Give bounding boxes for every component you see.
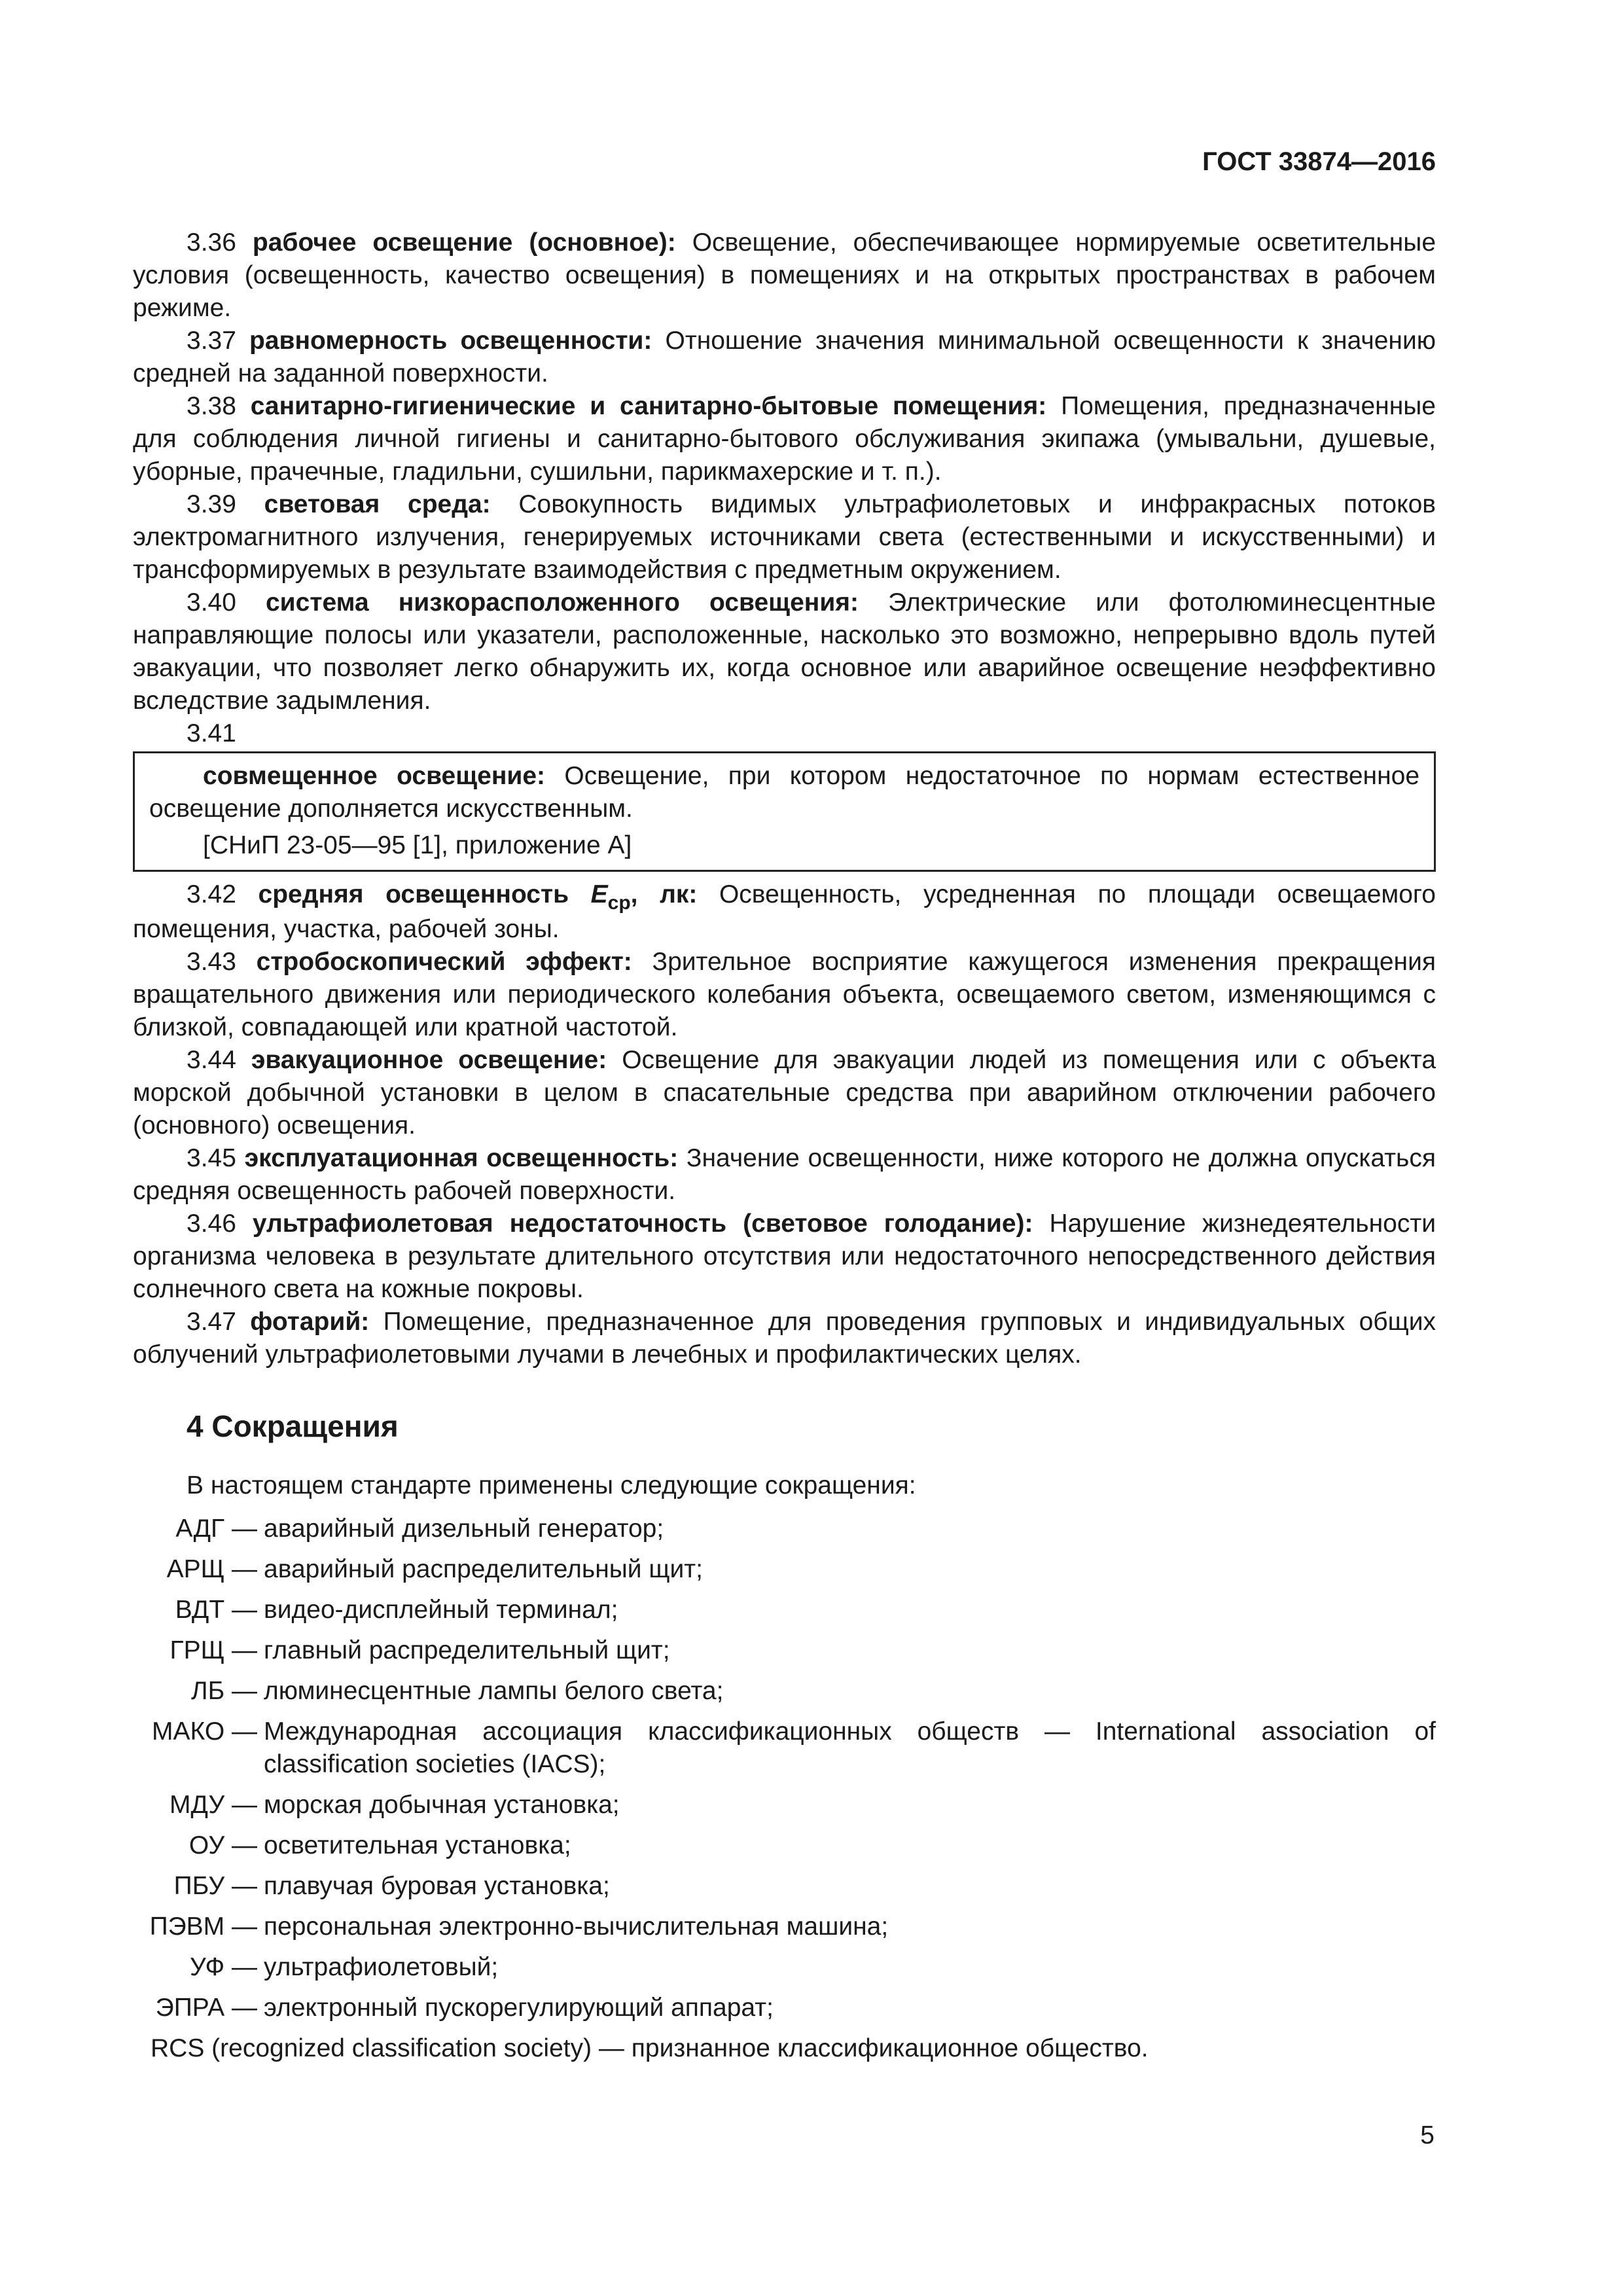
definition-term: санитарно-гигиенические и санитарно-бытовые помещения: — [250, 392, 1047, 420]
definition-text: Отношение значения минимальной освещенности к значению средней на заданной поверхности. — [133, 327, 1436, 387]
definition-term: стробоскопический эффект: — [256, 948, 632, 976]
definition-text: Совокупность видимых ультрафиолетовых и инфракрасных потоков электромагнитного излучения, генерируемых источниками света (естественными и искусственными) и трансформируемых в результате взаимодействия с предметным окружением. — [133, 490, 1436, 584]
abbreviation-item — [133, 1513, 1436, 1545]
abbreviations-list — [133, 1513, 1436, 2065]
definition-number: 3.45 — [187, 1144, 236, 1172]
definition-3-39 — [133, 488, 1436, 586]
definition-term: равномерность освещенности: — [249, 327, 652, 355]
definition-3-41-number: 3.41 — [187, 719, 236, 747]
abbreviation-value: осветительная установка; — [264, 1831, 571, 1859]
definition-3-47 — [133, 1306, 1436, 1371]
abbreviation-item — [133, 1910, 1436, 1943]
abbreviation-key: ВДТ — — [175, 1596, 257, 1624]
definition-term: система низкорасположенного освещения: — [265, 588, 859, 617]
definition-term: фотарий: — [250, 1308, 370, 1336]
definition-term: рабочее освещение (основное): — [252, 228, 676, 257]
definition-3-42 — [133, 878, 1436, 946]
abbreviation-value: Международная ассоциация классификационных обществ — International association of classification societies (IACS); — [264, 1717, 1436, 1778]
abbreviation-item — [133, 1789, 1436, 1821]
quoted-definition-box — [133, 751, 1436, 872]
definition-term: эвакуационное освещение: — [251, 1046, 607, 1074]
abbreviation-key: МАКО — — [152, 1717, 257, 1746]
definition-term: эксплуатационная освещенность: — [244, 1144, 679, 1172]
definition-3-41 — [149, 760, 1419, 825]
definitions-group-b — [133, 946, 1436, 1371]
symbol-subscript: ср — [607, 892, 631, 914]
abbreviation-value: видео-дисплейный терминал; — [264, 1596, 618, 1624]
abbreviation-value: аварийный распределительный щит; — [264, 1555, 703, 1583]
definition-text: Освещение, при котором недостаточное по нормам естественное освещение дополняется искусственным. — [149, 762, 1420, 823]
definition-term — [258, 880, 698, 914]
abbreviation-key: ГРЩ — — [169, 1636, 257, 1664]
definition-text: Электрические или фотолюминесцентные направляющие полосы или указатели, расположенные, насколько это возможно, непрерывно вдоль путей эвакуации, что позволяет легко обнаружить их, когда основное или аварийное освещение неэффективно вследствие задымления. — [133, 588, 1436, 715]
definitions-group-a — [133, 226, 1436, 717]
abbreviation-key: АДГ — — [175, 1515, 257, 1543]
abbreviation-item — [133, 1829, 1436, 1862]
definition-term: световая среда: — [264, 490, 491, 518]
abbreviation-value: персональная электронно-вычислительная машина; — [264, 1912, 889, 1941]
definition-number: 3.40 — [187, 588, 236, 617]
definition-3-38 — [133, 390, 1436, 488]
abbreviation-key: УФ — — [190, 1953, 257, 1981]
abbreviation-value: морская добычная установка; — [264, 1791, 620, 1819]
abbreviation-value: главный распределительный щит; — [264, 1636, 670, 1664]
abbreviation-item — [133, 1951, 1436, 1984]
definition-number: 3.42 — [187, 880, 236, 908]
definition-text: Зрительное восприятие кажущегося изменения прекращения вращательного движения или периодического колебания объекта, освещаемого светом, изменяющимся с близкой, совпадающей или кратной частотой. — [133, 948, 1436, 1041]
abbreviation-value: плавучая буровая установка; — [264, 1872, 610, 1900]
definition-text: Нарушение жизнедеятельности организма человека в результате длительного отсутствия или недостаточного непосредственного действия солнечного света на кожные покровы. — [133, 1210, 1436, 1303]
definition-term: совмещенное освещение: — [203, 762, 546, 790]
definition-text: Освещение для эвакуации людей из помещения или с объекта морской добычной установки в целом в спасательные средства при аварийном отключении рабочего (основного) освещения. — [133, 1046, 1436, 1139]
definition-3-37 — [133, 325, 1436, 390]
section-heading-abbreviations: 4 Сокращения — [187, 1409, 399, 1443]
abbreviation-item — [133, 1594, 1436, 1626]
definition-number: 3.46 — [187, 1210, 236, 1238]
abbreviation-key: ОУ — — [188, 1831, 257, 1859]
abbreviation-value: аварийный дизельный генератор; — [264, 1515, 664, 1543]
abbreviation-item — [133, 1553, 1436, 1586]
page-number: 5 — [1420, 2121, 1435, 2149]
definition-number: 3.39 — [187, 490, 236, 518]
abbreviation-item — [133, 1715, 1436, 1781]
abbreviation-item — [133, 1675, 1436, 1708]
abbreviation-value: ультрафиолетовый; — [264, 1953, 499, 1981]
definition-3-45 — [133, 1142, 1436, 1208]
definition-number: 3.37 — [187, 327, 236, 355]
definition-3-44 — [133, 1044, 1436, 1142]
definition-number: 3.47 — [187, 1308, 236, 1336]
abbreviation-key: ПЭВМ — — [149, 1912, 257, 1941]
abbreviation-key: ЭПРА — — [155, 1994, 257, 2022]
page-content — [133, 226, 1436, 2065]
definition-text: Освещенность, усредненная по площади освещаемого помещения, участка, рабочей зоны. — [133, 880, 1436, 943]
definition-source-reference: [СНиП 23-05—95 [1], приложение А] — [203, 831, 632, 859]
definition-3-40 — [133, 586, 1436, 717]
abbreviation-value: люминесцентные лампы белого света; — [264, 1677, 724, 1705]
term-part: , лк: — [630, 880, 698, 908]
definition-number: 3.43 — [187, 948, 236, 976]
abbreviation-key: МДУ — — [169, 1791, 257, 1819]
document-code-header: ГОСТ 33874—2016 — [1202, 147, 1436, 176]
definition-term: ультрафиолетовая недостаточность (световое голодание): — [252, 1210, 1033, 1238]
definition-3-46 — [133, 1208, 1436, 1306]
definition-text: Освещение, обеспечивающее нормируемые осветительные условия (освещенность, качество освещения) в помещениях и на открытых пространствах в рабочем режиме. — [133, 228, 1436, 322]
abbreviation-item — [133, 1992, 1436, 2024]
definition-text: Значение освещенности, ниже которого не должна опускаться средняя освещенность рабочей поверхности. — [133, 1144, 1436, 1205]
definition-number: 3.36 — [187, 228, 236, 257]
definition-text: Помещение, предназначенное для проведения групповых и индивидуальных общих облучений ультрафиолетовыми лучами в лечебных и профилактических целях. — [133, 1308, 1436, 1369]
abbreviation-key: ЛБ — — [190, 1677, 257, 1705]
abbreviation-item — [133, 1634, 1436, 1667]
definition-3-36 — [133, 226, 1436, 325]
abbreviations-intro: В настоящем стандарте применены следующие сокращения: — [187, 1471, 916, 1499]
definition-number: 3.38 — [187, 392, 236, 420]
definition-text: Помещения, предназначенные для соблюдения личной гигиены и санитарно-бытового обслуживания экипажа (умывальни, душевые, уборные, прачечные, гладильни, сушильни, парикмахерские и т. п.). — [133, 392, 1436, 486]
definition-number: 3.44 — [187, 1046, 236, 1074]
abbreviation-item-rcs: RCS (recognized classification society) — признанное классификационное общество. — [151, 2034, 1149, 2062]
illuminance-symbol: E — [590, 880, 608, 908]
abbreviation-item — [133, 1870, 1436, 1903]
abbreviation-key: ПБУ — — [173, 1872, 257, 1900]
definition-3-43 — [133, 946, 1436, 1044]
abbreviation-value: электронный пускорегулирующий аппарат; — [264, 1994, 774, 2022]
abbreviation-key: АРЩ — — [166, 1555, 257, 1583]
term-part: средняя освещенность — [258, 880, 591, 908]
